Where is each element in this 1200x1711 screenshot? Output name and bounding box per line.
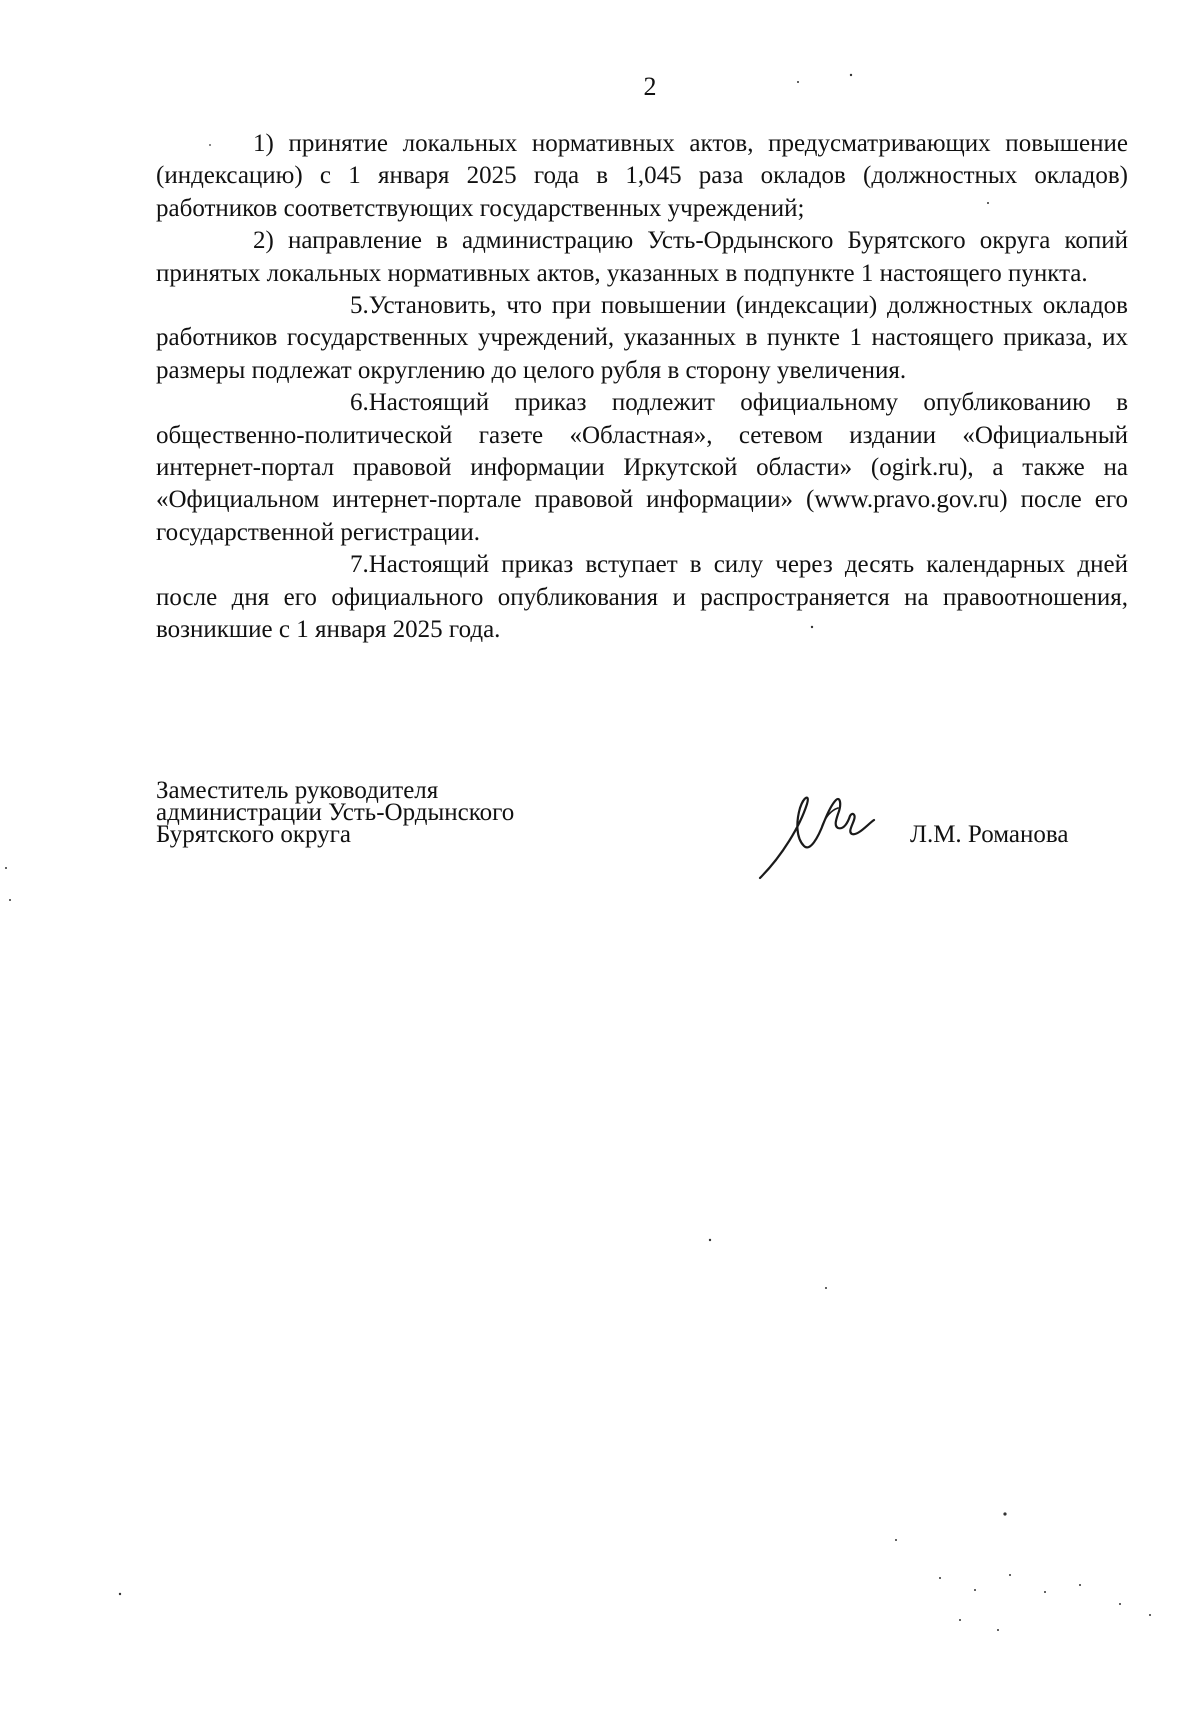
page-number: 2: [643, 72, 657, 101]
paragraph-number: 7.: [350, 551, 369, 579]
handwritten-signature: [752, 786, 882, 886]
paragraph-number: 6.: [350, 389, 369, 417]
signer-name: Л.М. Романова: [910, 821, 1069, 848]
position-line: Бурятского округа: [156, 821, 351, 848]
paragraph-number: 5.: [350, 292, 369, 320]
paragraph-7: [156, 549, 1128, 646]
signatory-position: [156, 777, 515, 848]
position-line: Заместитель руководителя: [156, 777, 439, 804]
paragraph-text: Настоящий приказ подлежит официальному опубликованию в общественно-политической газете «Областная», сетевом издании «Официальный интернет-портал правовой информации Иркутской области» (ogirk.ru), а также на «Официальном интернет-портале правовой информации» (www.pravo.gov.ru) после его государственной регистрации.: [156, 389, 1128, 546]
paragraph-text: Установить, что при повышении (индексации) должностных окладов работников государственных учреждений, указанных в пункте 1 настоящего приказа, их размеры подлежат округлению до целого рубля в сторону увеличения.: [156, 292, 1128, 384]
paragraph-2: 2) направление в администрацию Усть-Ордынского Бурятского округа копий принятых локальных нормативных актов, указанных в подпункте 1 настоящего пункта.: [156, 227, 1128, 287]
position-line: администрации Усть-Ордынского: [156, 799, 515, 826]
document-body: [156, 128, 1128, 647]
paragraph-6: [156, 387, 1128, 549]
paragraph-1: 1) принятие локальных нормативных актов, предусматривающих повышение (индексацию) с 1 января 2025 года в 1,045 раза окладов (должностных окладов) работников соответствующих государственных учреждений;: [156, 130, 1128, 222]
paragraph-text: Настоящий приказ вступает в силу через десять календарных дней после дня его официального опубликования и распространяется на правоотношения, возникшие с 1 января 2025 года.: [156, 551, 1128, 644]
paragraph-5: [156, 290, 1128, 387]
